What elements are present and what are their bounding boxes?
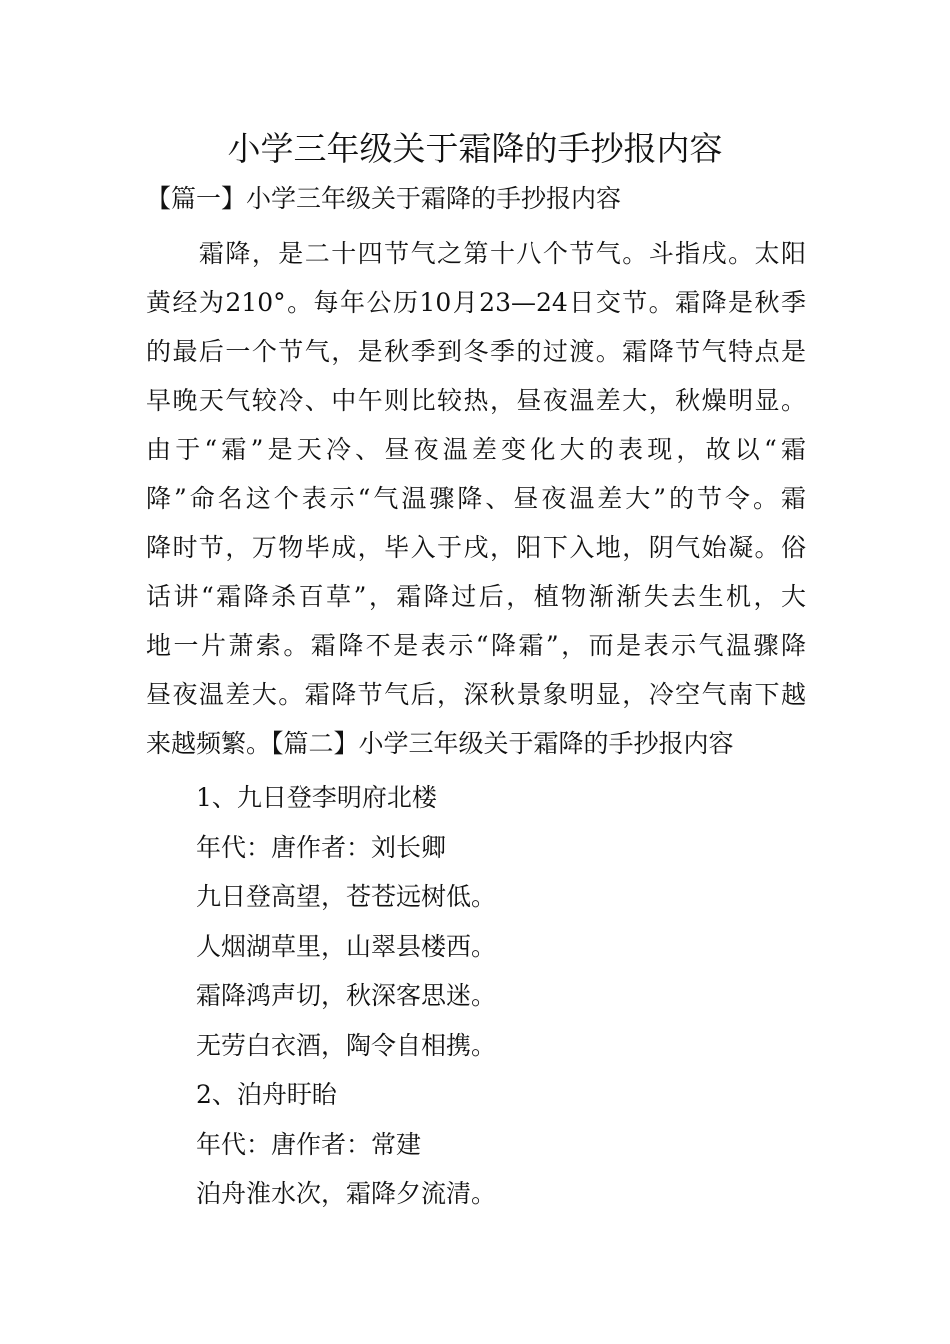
paragraph-line: 的最后一个节气，是秋季到冬季的过渡。霜降节气特点是 (146, 337, 806, 366)
document-title: 小学三年级关于霜降的手抄报内容 (227, 129, 723, 168)
paragraph-line: 地一片萧索。霜降不是表示“降霜”，而是表示气温骤降 (146, 631, 806, 660)
poem-title: 1、九日登李明府北楼 (196, 783, 437, 812)
poem-verse: 九日登高望，苍苍远树低。 (196, 882, 497, 911)
paragraph-line: 降时节，万物毕成，毕入于戌，阳下入地，阴气始凝。俗 (146, 533, 806, 562)
poem-author-line: 年代：唐作者：常建 (196, 1129, 422, 1159)
poem-section (196, 773, 496, 1219)
paragraph-line: 来越频繁。【篇二】小学三年级关于霜降的手抄报内容 (146, 729, 734, 758)
paragraph-line: 降”命名这个表示“气温骤降、昼夜温差大”的节令。霜 (146, 484, 806, 513)
paragraph-line: 昼夜温差大。霜降节气后，深秋景象明显，冷空气南下越 (146, 680, 806, 709)
poem-verse: 泊舟淮水次，霜降夕流清。 (196, 1179, 497, 1208)
body-paragraph (146, 229, 806, 768)
poem-author-line: 年代：唐作者：刘长卿 (196, 832, 447, 862)
paragraph-line: 黄经为210°。每年公历10月23—24日交节。霜降是秋季 (146, 288, 806, 317)
section-one-heading: 【篇一】小学三年级关于霜降的手抄报内容 (146, 184, 622, 213)
poem-verse: 人烟湖草里，山翠县楼西。 (196, 931, 497, 961)
poem-title: 2、泊舟盱眙 (196, 1080, 337, 1109)
paragraph-line: 霜降，是二十四节气之第十八个节气。斗指戌。太阳 (146, 239, 806, 268)
poem-verse: 无劳白衣酒，陶令自相携。 (196, 1030, 497, 1060)
poem-verse: 霜降鸿声切，秋深客思迷。 (196, 981, 497, 1010)
paragraph-line: 由于“霜”是天冷、昼夜温差变化大的表现，故以“霜 (146, 435, 806, 464)
paragraph-line: 早晚天气较冷、中午则比较热，昼夜温差大，秋燥明显。 (146, 386, 806, 415)
paragraph-line: 话讲“霜降杀百草”，霜降过后，植物渐渐失去生机，大 (146, 582, 806, 611)
